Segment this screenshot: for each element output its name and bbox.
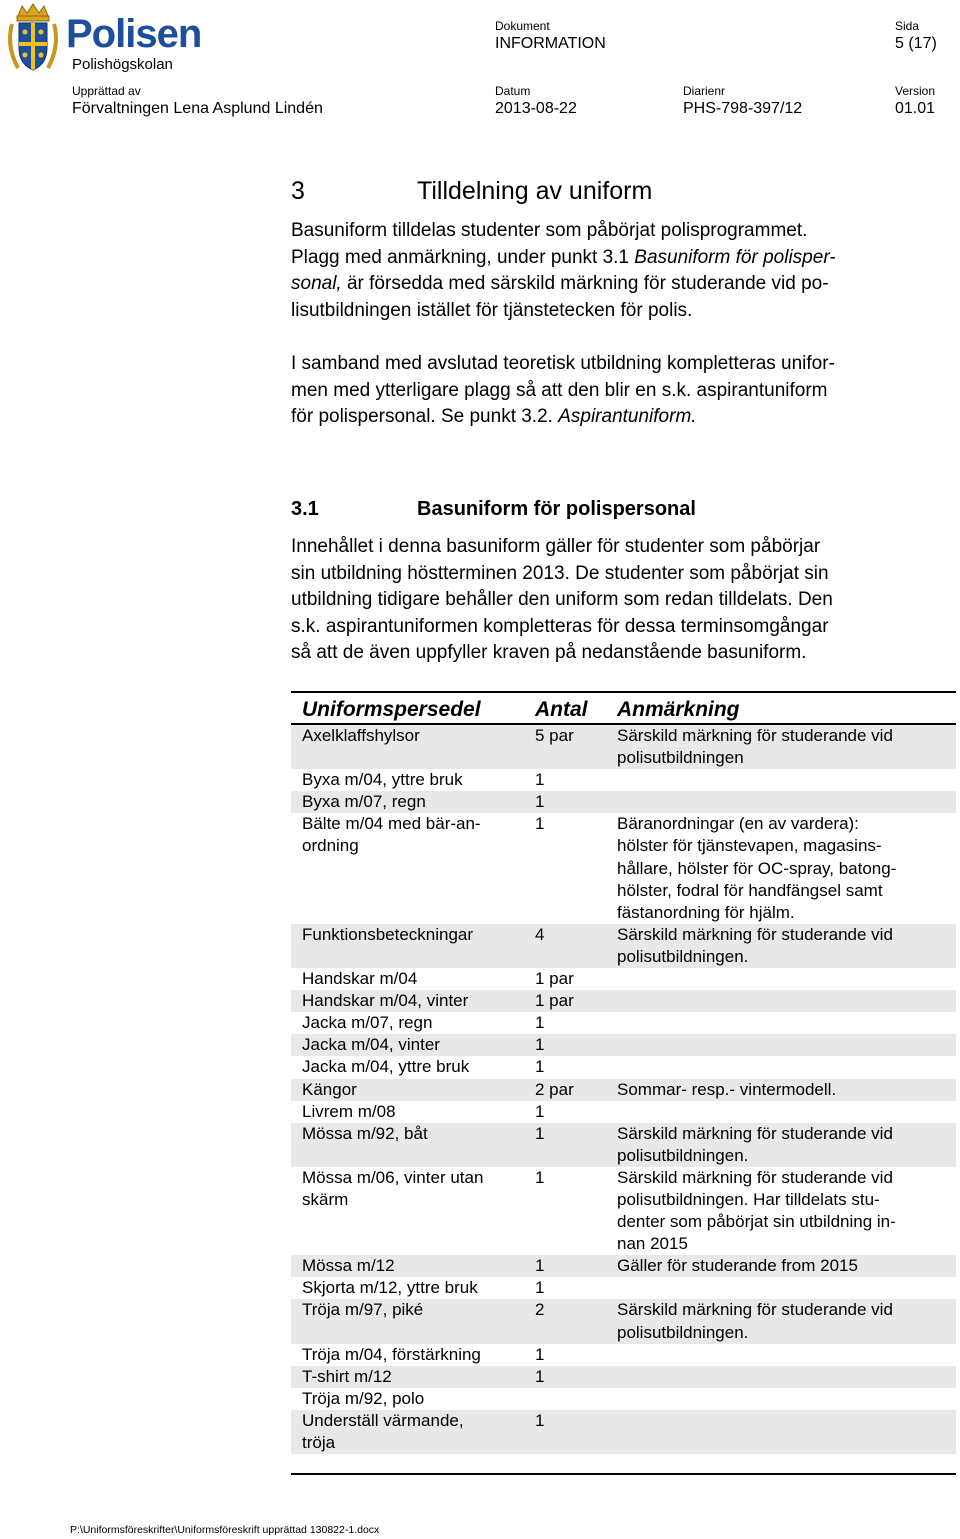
- subsection-paragraph: [291, 534, 959, 667]
- cell-note: [617, 813, 956, 923]
- paragraph-line: lisutbildningen istället för tjänstetecken för polis.: [291, 299, 693, 321]
- subsection-title: Basuniform för polispersonal: [417, 498, 696, 520]
- cell-item-line: Kängor: [302, 1079, 357, 1099]
- footer-file-path: P:\Uniformsföreskrifter\Uniformsföreskrift upprättad 130822-1.docx: [70, 1524, 380, 1536]
- table-row: [291, 1366, 956, 1388]
- cell-note: [617, 725, 956, 769]
- table-row: [291, 1056, 956, 1078]
- table-body: [291, 725, 956, 1454]
- cell-note: [617, 1366, 956, 1388]
- cell-antal: 1: [535, 1123, 545, 1143]
- cell-item: [291, 1366, 535, 1388]
- cell-antal: 2: [535, 1300, 545, 1320]
- cell-antal: 1: [535, 1057, 545, 1077]
- cell-note-line: [617, 1410, 956, 1432]
- paragraph-line: för polispersonal. Se punkt 3.2.: [291, 406, 559, 427]
- upprattad-value: Förvaltningen Lena Asplund Lindén: [72, 100, 323, 117]
- section-paragraph-1: [291, 218, 959, 324]
- header-antal: Antal: [535, 698, 588, 721]
- cell-item-line: tröja: [302, 1433, 336, 1452]
- cell-item: [291, 1101, 535, 1123]
- table-bottom-rule: [291, 1473, 956, 1475]
- header-anmarkning: Anmärkning: [617, 698, 740, 721]
- section-title: Tilldelning av uniform: [417, 177, 653, 205]
- subsection-heading: [291, 496, 696, 522]
- cell-note-line: [617, 1034, 956, 1056]
- cell-item-line: Byxa m/04, yttre bruk: [302, 770, 463, 790]
- cell-note: [617, 1056, 956, 1078]
- table-row: [291, 813, 956, 923]
- cell-note: [617, 1344, 956, 1366]
- cell-note: [617, 1034, 956, 1056]
- cell-antal: 1: [535, 1410, 545, 1430]
- cell-antal: 1: [535, 814, 545, 834]
- cell-note-line: Gäller för studerande from 2015: [617, 1256, 858, 1276]
- table-row: [291, 1034, 956, 1056]
- cell-antal: 1: [535, 1278, 545, 1298]
- paragraph-line: I samband med avslutad teoretisk utbildning kompletteras unifor-: [291, 353, 835, 374]
- cell-note-line: fästanordning för hjälm.: [617, 902, 795, 922]
- cell-note-line: polisutbildningen.: [617, 1145, 749, 1165]
- cell-note-line: nan 2015: [617, 1234, 688, 1254]
- cell-note: [617, 1277, 956, 1299]
- paragraph-line: sin utbildning höstterminen 2013. De studenter som påbörjat sin: [291, 562, 829, 584]
- cell-item-line: Mössa m/06, vinter utan: [302, 1167, 484, 1187]
- cell-note-line: polisutbildningen.: [617, 946, 749, 966]
- cell-item: [291, 990, 535, 1012]
- uniform-table: [291, 691, 956, 1454]
- cell-item: [291, 725, 535, 769]
- cell-note-line: [617, 1056, 956, 1078]
- cell-item-line: Mössa m/12: [302, 1256, 395, 1276]
- cell-antal: 4: [535, 924, 545, 944]
- cell-item-line: Jacka m/07, regn: [302, 1013, 433, 1033]
- cell-note-line: hölster, fodral för handfängsel samt: [617, 880, 883, 900]
- cell-note-line: polisutbildningen: [617, 748, 744, 768]
- cell-note-line: Särskild märkning för studerande vid: [617, 924, 893, 944]
- cell-item: [291, 813, 535, 923]
- cell-item: [291, 769, 535, 791]
- cell-note-line: hölster för tjänstevapen, magasins-: [617, 836, 882, 856]
- table-row: [291, 769, 956, 791]
- cell-antal: 1 par: [535, 969, 574, 989]
- cell-item: [291, 1388, 535, 1410]
- cell-antal: 1: [535, 1256, 545, 1276]
- cell-note: [617, 1101, 956, 1123]
- version-label: Version: [895, 84, 936, 98]
- cell-note: [617, 769, 956, 791]
- cell-item-line: Axelklaffshylsor: [302, 726, 420, 745]
- cell-item: [291, 1299, 535, 1343]
- diarienr-label: Diarienr: [683, 84, 726, 98]
- cell-antal: 1: [535, 770, 545, 790]
- table-row: [291, 1167, 956, 1255]
- subsection-number: 3.1: [291, 498, 319, 520]
- cell-antal: 1: [535, 1035, 545, 1055]
- org-name: Polishögskolan: [72, 56, 173, 73]
- cell-note-line: [617, 1388, 956, 1410]
- cell-note: [617, 1299, 956, 1343]
- cell-item: [291, 1344, 535, 1366]
- cell-item: [291, 1255, 535, 1277]
- table-row: [291, 1344, 956, 1366]
- cell-item-line: Jacka m/04, yttre bruk: [302, 1057, 470, 1077]
- datum-value: 2013-08-22: [495, 100, 577, 117]
- version-value: 01.01: [895, 100, 936, 117]
- cell-note: [617, 1123, 956, 1167]
- cell-item-line: Funktionsbeteckningar: [302, 924, 474, 944]
- sida-label: Sida: [895, 19, 920, 33]
- table-header: [291, 693, 956, 725]
- cell-item: [291, 1410, 535, 1454]
- section-paragraph-2: [291, 351, 959, 431]
- cell-note-line: [617, 1101, 956, 1123]
- table-row: [291, 791, 956, 813]
- cell-item-line: Byxa m/07, regn: [302, 792, 426, 812]
- paragraph-line: Plagg med anmärkning, under punkt 3.1: [291, 246, 635, 268]
- cell-item-line: skärm: [302, 1189, 349, 1209]
- paragraph-line: utbildning tidigare behåller den uniform som redan tilldelats. Den: [291, 589, 833, 610]
- header-uniformspersedel: Uniformspersedel: [302, 698, 481, 721]
- cell-note: [617, 968, 956, 990]
- cell-antal: [535, 1388, 617, 1410]
- cell-note-line: Särskild märkning för studerande vid: [617, 1167, 893, 1187]
- cell-note: [617, 990, 956, 1012]
- cell-note-line: [617, 1012, 956, 1034]
- cell-note-line: [617, 1344, 956, 1366]
- cell-note: [617, 791, 956, 813]
- cell-note-line: Särskild märkning för studerande vid: [617, 726, 893, 745]
- cell-item: [291, 968, 535, 990]
- table-row: [291, 725, 956, 769]
- table-row: [291, 990, 956, 1012]
- cell-note: [617, 1079, 956, 1101]
- table-row: [291, 968, 956, 990]
- cell-note-line: denter som påbörjat sin utbildning in-: [617, 1212, 896, 1232]
- cell-antal: 2 par: [535, 1079, 574, 1099]
- cross-reference: sonal,: [291, 273, 342, 294]
- cell-antal: 1: [535, 1101, 545, 1121]
- table-row: [291, 1101, 956, 1123]
- cell-note-line: [617, 990, 956, 1012]
- cell-note-line: [617, 1277, 956, 1299]
- cell-antal: 5 par: [535, 726, 574, 745]
- cell-item: [291, 1277, 535, 1299]
- cell-antal: 1: [535, 792, 545, 812]
- cell-item-line: Livrem m/08: [302, 1101, 396, 1121]
- cell-item: [291, 1034, 535, 1056]
- cell-note: [617, 924, 956, 968]
- paragraph-line: men med ytterligare plagg så att den blir en s.k. aspirantuniform: [291, 379, 828, 401]
- cell-note-line: polisutbildningen. Har tilldelats stu-: [617, 1189, 880, 1209]
- table-row: [291, 1255, 956, 1277]
- table-row: [291, 1277, 956, 1299]
- cell-antal: 1: [535, 1013, 545, 1033]
- cell-item-line: Bälte m/04 med bär-an-: [302, 814, 481, 834]
- dokument-value: INFORMATION: [495, 35, 606, 52]
- cell-item: [291, 1056, 535, 1078]
- cross-reference: Basuniform för polisper-: [634, 246, 836, 268]
- paragraph-line: är försedda med särskild märkning för studerande vid po-: [341, 273, 829, 294]
- table-row: [291, 1123, 956, 1167]
- cell-antal: 1: [535, 1344, 545, 1364]
- cell-note: [617, 1167, 956, 1255]
- cell-note: [617, 1012, 956, 1034]
- cell-note-line: Särskild märkning för studerande vid: [617, 1123, 893, 1143]
- cell-note-line: [617, 769, 956, 791]
- cell-item-line: T-shirt m/12: [302, 1366, 392, 1386]
- paragraph-line: så att de även uppfyller kraven på nedanstående basuniform.: [291, 642, 807, 663]
- paragraph-line: Basuniform tilldelas studenter som påbörjat polisprogrammet.: [291, 220, 808, 241]
- cell-note-line: [617, 791, 956, 813]
- datum-label: Datum: [495, 84, 531, 98]
- table-row: [291, 1299, 956, 1343]
- table-row: [291, 1388, 956, 1410]
- cell-item: [291, 791, 535, 813]
- upprattad-label: Upprättad av: [72, 84, 141, 98]
- cell-item: [291, 1123, 535, 1167]
- cross-reference: Aspirantuniform.: [558, 406, 697, 427]
- cell-item-line: Mössa m/92, båt: [302, 1123, 428, 1143]
- cell-antal: 1: [535, 1366, 545, 1386]
- cell-item: [291, 924, 535, 968]
- cell-note: [617, 1388, 956, 1410]
- cell-item-line: Tröja m/92, polo: [302, 1388, 425, 1408]
- cell-item-line: ordning: [302, 836, 359, 856]
- cell-item-line: Jacka m/04, vinter: [302, 1035, 440, 1055]
- cell-note-line: polisutbildningen.: [617, 1322, 749, 1342]
- paragraph-line: s.k. aspirantuniformen kompletteras för dessa terminsomgångar: [291, 615, 829, 637]
- cell-item-line: Handskar m/04, vinter: [302, 991, 469, 1011]
- brand-logo-text: Polisen: [66, 12, 202, 56]
- paragraph-line: Innehållet i denna basuniform gäller för studenter som påbörjar: [291, 536, 821, 557]
- table-row: [291, 1410, 956, 1454]
- section-heading: [291, 176, 652, 206]
- police-crest-icon: [4, 2, 62, 78]
- cell-item: [291, 1079, 535, 1101]
- table-row: [291, 1079, 956, 1101]
- cell-note-line: [617, 1366, 956, 1388]
- sida-value: 5 (17): [895, 35, 937, 52]
- cell-item-line: Handskar m/04: [302, 969, 418, 989]
- cell-note: [617, 1410, 956, 1454]
- cell-note-line: Sommar- resp.- vintermodell.: [617, 1079, 837, 1099]
- cell-item: [291, 1012, 535, 1034]
- cell-antal: 1: [535, 1167, 545, 1187]
- cell-item: [291, 1167, 535, 1255]
- section-number: 3: [291, 177, 305, 205]
- cell-note: [617, 1255, 956, 1277]
- cell-note-line: hållare, hölster för OC-spray, batong-: [617, 858, 897, 878]
- table-row: [291, 924, 956, 968]
- cell-note-line: Särskild märkning för studerande vid: [617, 1300, 893, 1320]
- table-row: [291, 1012, 956, 1034]
- cell-antal: 1 par: [535, 991, 574, 1011]
- diarienr-value: PHS-798-397/12: [683, 100, 803, 117]
- cell-item-line: Tröja m/97, piké: [302, 1300, 424, 1320]
- cell-note-line: Bäranordningar (en av vardera):: [617, 814, 859, 834]
- cell-note-line: [617, 968, 956, 990]
- dokument-label: Dokument: [495, 19, 550, 33]
- cell-item-line: Tröja m/04, förstärkning: [302, 1344, 481, 1364]
- cell-item-line: Skjorta m/12, yttre bruk: [302, 1278, 478, 1298]
- cell-item-line: Underställ värmande,: [302, 1410, 464, 1430]
